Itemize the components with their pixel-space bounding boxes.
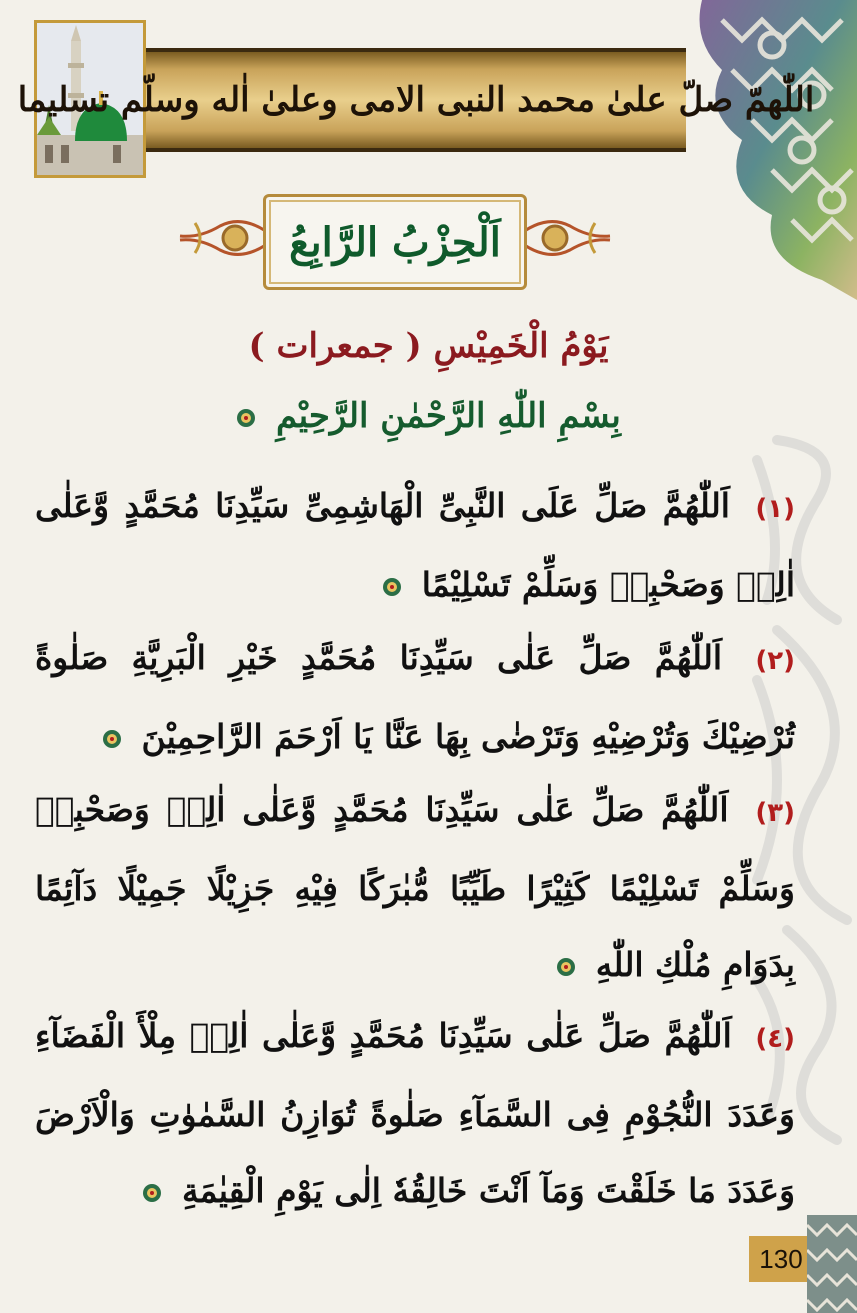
paragraph-number: (٢): [755, 646, 795, 676]
rosette-icon: [556, 957, 576, 977]
paragraph-1: [35, 468, 795, 623]
paragraph-text: اَللّٰهُمَّ صَلِّ عَلٰى سَیِّدِنَا مُحَمَّدٍ وَّعَلٰى اٰلِهٖ وَصَحْبِهٖ وَسَلِّمْ تَسْلِیْمًا كَثِیْرًا طَیِّبًا مُّبٰرَكًا فِیْهِ جَزِیْلًا جَمِیْلًا دَآئِمًا بِدَوَامِ مُلْكِ اللّٰهِ: [35, 790, 795, 984]
left-flourish-icon: [175, 208, 275, 268]
paragraph-number: (٤): [755, 1024, 795, 1054]
page-number: 130: [749, 1236, 813, 1282]
durood-banner: [17, 48, 815, 152]
right-flourish-icon: [515, 208, 615, 268]
rosette-icon: [382, 577, 402, 597]
paragraph-2: [35, 620, 795, 775]
paragraph-text: اَللّٰهُمَّ صَلِّ عَلٰى سَیِّدِنَا مُحَمَّدٍ وَّعَلٰى اٰلِهٖ مِلْأَ الْفَضَآءِ وَعَدَدَ النُّجُوْمِ فِی السَّمَآءِ صَلٰوةً تُوَازِنُ السَّمٰوٰتِ وَالْاَرْضَ وَعَدَدَ مَا خَلَقْتَ وَمَآ اَنْتَ خَالِقُهٗ اِلٰى یَوْمِ الْقِیٰمَةِ: [35, 1016, 795, 1210]
page-title: اَلْحِزْبُ الرَّابِعُ: [289, 218, 501, 266]
paragraph-3: [35, 772, 795, 1003]
day-heading: یَوْمُ الْخَمِیْسِ ( جمعرات ): [248, 326, 609, 366]
paragraph-text: اَللّٰهُمَّ صَلِّ عَلَى النَّبِیِّ الْهَاشِمِیِّ سَیِّدِنَا مُحَمَّدٍ وَّعَلٰى اٰلِهٖ وَصَحْبِهٖ وَسَلِّمْ تَسْلِیْمًا: [35, 486, 795, 604]
rosette-icon: [102, 729, 122, 749]
rosette-icon: [236, 408, 256, 428]
title-box: [263, 194, 527, 290]
basmala-text: بِسْمِ اللّٰهِ الرَّحْمٰنِ الرَّحِیْمِ: [276, 396, 621, 436]
rosette-icon: [142, 1183, 162, 1203]
paragraph-number: (١): [755, 494, 795, 524]
geometric-ornament: [807, 1215, 857, 1313]
paragraph-text: اَللّٰهُمَّ صَلِّ عَلٰى سَیِّدِنَا مُحَمَّدٍ خَیْرِ الْبَرِیَّةِ صَلٰوةً تُرْضِیْكَ وَتُرْضِیْهِ وَتَرْضٰى بِهَا عَنَّا یَا اَرْحَمَ الرَّاحِمِیْنَ: [35, 638, 795, 756]
paragraph-number: (٣): [755, 798, 795, 828]
banner-text: اللّٰهمّ صلّ علیٰ محمد النبی الامی وعلیٰ اٰله وسلّم تسلیما: [17, 80, 815, 120]
basmala: [0, 396, 857, 436]
geometric-ornament: [682, 0, 857, 300]
title-cartouche: [175, 188, 615, 298]
paragraph-4: [35, 998, 795, 1229]
